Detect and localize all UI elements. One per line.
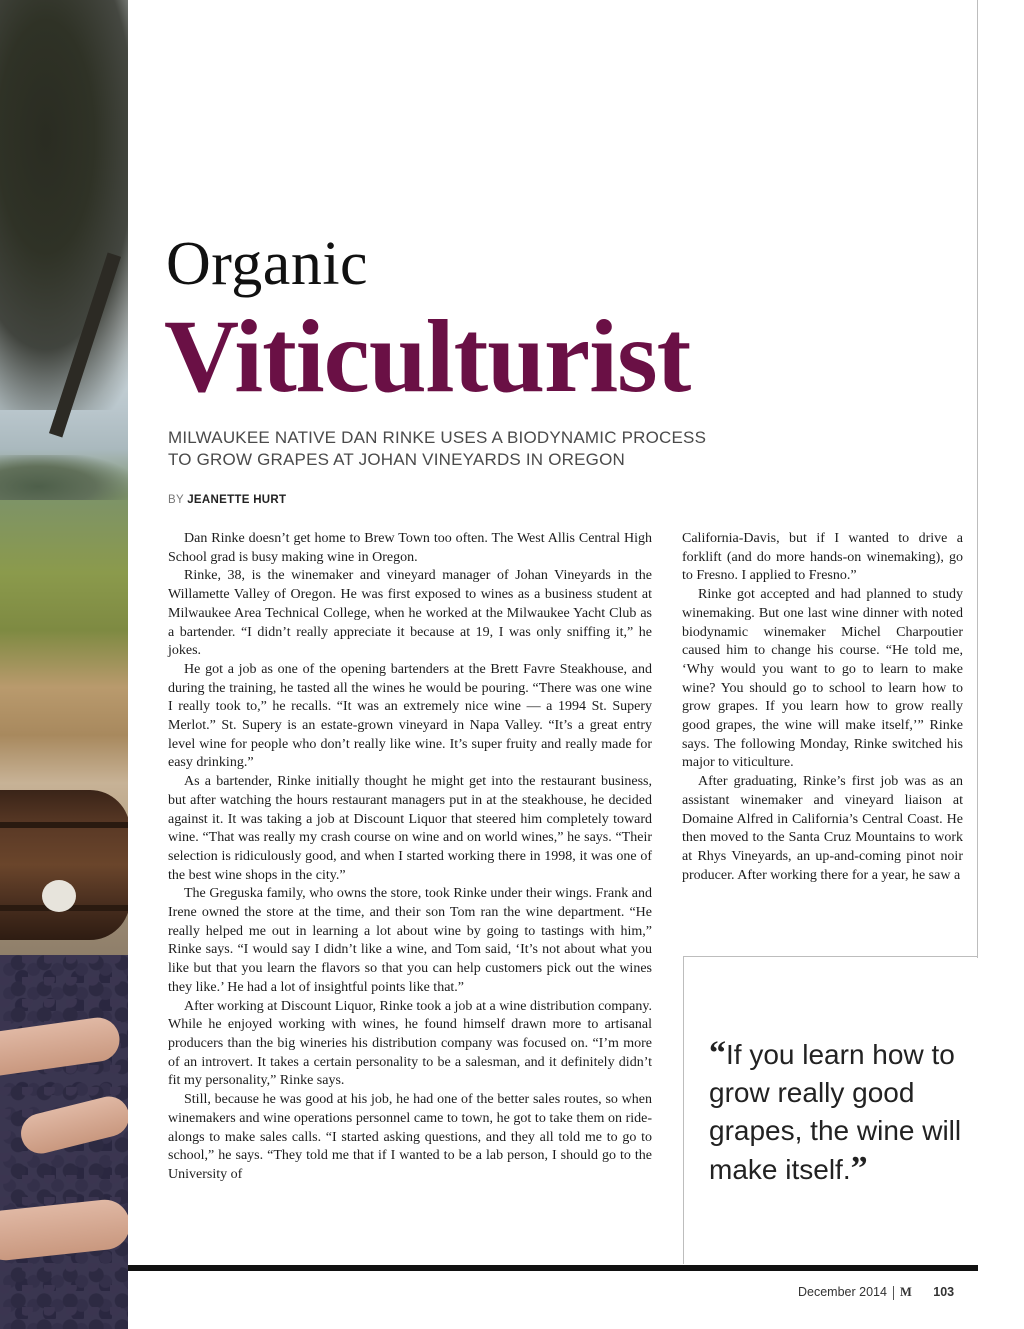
deck-line: TO GROW GRAPES AT JOHAN VINEYARDS IN OREGON <box>168 450 625 469</box>
paragraph: California-Davis, but if I wanted to drive a forklift (and do more hands-on winemaking), go to Fresno. I applied to Fresno.” <box>682 531 963 584</box>
wine-barrel <box>0 790 128 940</box>
paragraph: After graduating, Rinke’s first job was as an assistant winemaker and vineyard liaison at Domaine Alfred in California’s Central Coast. He then moved to the Santa Cruz Mountains to work at Rhys Vineyards, an up-and-coming pinot noir producer. After working there for a year, he saw a <box>682 774 963 883</box>
foot <box>17 1092 128 1157</box>
deck-line: MILWAUKEE NATIVE DAN RINKE USES A BIODYNAMIC PROCESS <box>168 428 707 447</box>
footer-rule <box>128 1265 978 1271</box>
paragraph: Rinke got accepted and had planned to study winemaking. But one last wine dinner with noted biodynamic winemaker Michel Charpoutier caused him to change his course. “He told me, ‘Why would you want to go to learn to make wine? You should go to school to learn how to grow grapes. If you learn how to grow really good grapes, the wine will make itself,’” Rinke says. The following Monday, Rinke switched his major to viticulture. <box>682 587 963 771</box>
tree-canopy <box>0 0 128 410</box>
barrel-bung <box>42 880 76 912</box>
close-quote-mark: ” <box>850 1150 868 1187</box>
column-rule <box>977 0 978 958</box>
article-headline: Viticulturist <box>164 299 691 414</box>
paragraph: He got a job as one of the opening bartenders at the Brett Favre Steakhouse, and during the training, he tasted all the wines he would be pouring. “There was one wine I really took to,” he recalls. “It was an extremely nice wine — a 1994 St. Supery Merlot.” St. Supery is an estate-grown vineyard in Napa Valley. “It’s a great entry level wine for people who don’t really like wine. It’s super fruity and really made for easy drinking.” <box>168 661 652 771</box>
vineyard-photo <box>0 0 128 1329</box>
distant-trees <box>0 455 128 500</box>
pull-quote <box>709 1035 969 1189</box>
article-deck <box>168 427 768 471</box>
issue-date: December 2014 <box>798 1285 887 1299</box>
byline-author: JEANETTE HURT <box>187 494 287 506</box>
body-column-left <box>168 530 652 1185</box>
paragraph: Rinke, 38, is the winemaker and vineyard manager of Johan Vineyards in the Willamette Valley of Oregon. He was first exposed to wines as a business student at Milwaukee Area Technical College, when he worked at the Milwaukee Yacht Club as a bartender. “I didn’t really appreciate it because at 19, I was only sniffing it,” he jokes. <box>168 568 652 659</box>
body-column-right <box>682 530 963 922</box>
byline-prefix: BY <box>168 494 184 506</box>
page-number: 103 <box>933 1285 955 1299</box>
page-footer <box>798 1285 954 1300</box>
paragraph: After working at Discount Liquor, Rinke took a job at a wine distribution company. While he enjoyed working with wines, he found himself drawn more to artisanal producers than the big wineries his distribution company was focused on. “I’m more of an introvert. It takes a certain personality to be a salesman, and it definitely didn’t fit my personality,” Rinke says. <box>168 998 652 1089</box>
barrel-band <box>0 822 128 828</box>
paragraph: Still, because he was good at his job, he had one of the better sales routes, so when winemakers and wine operations personnel came to town, he got to take them on ride-alongs to make sales calls. “I started asking questions, and they all told me to go to school,” he says. “They told me that if I wanted to be a lab person, I should go to the University of <box>168 1092 652 1182</box>
grape-stomping-photo <box>0 955 128 1329</box>
paragraph: As a bartender, Rinke initially thought he might get into the restaurant business, but after watching the hours restaurant managers put in at the steakhouse, he decided against it. It was taking a job at Discount Liquor that steered him completely toward wine. “That was really my crash course on wine and on world wines,” he says. “Their selection is ridiculously good, and when I started working there in 1998, it was one of the best wine shops in the city.” <box>168 774 652 883</box>
paragraph: The Greguska family, who owns the store, took Rinke under their wings. Frank and Irene owned the store at the time, and their son Tom ran the wine department. “He really helped me out in learning a lot about wine by going to tastings with him,” Rinke says. “I would say I didn’t like a wine, and Tom said, ‘It’s not about what you like but that you learn the flavors so that you can help customers pick out the wines they like.’ He had a lot of insightful points like that.” <box>168 886 652 995</box>
paragraph: Dan Rinke doesn’t get home to Brew Town too often. The West Allis Central High School grad is busy making wine in Oregon. <box>168 531 652 565</box>
foot <box>0 1015 122 1079</box>
foot <box>0 1197 128 1262</box>
article-kicker: Organic <box>166 230 369 298</box>
open-quote-mark: “ <box>709 1035 726 1072</box>
footer-divider <box>893 1286 894 1300</box>
byline <box>168 494 286 506</box>
pull-quote-text: If you learn how to grow really good grapes, the wine will make itself. <box>709 1039 962 1185</box>
magazine-logo: M <box>899 1285 912 1299</box>
